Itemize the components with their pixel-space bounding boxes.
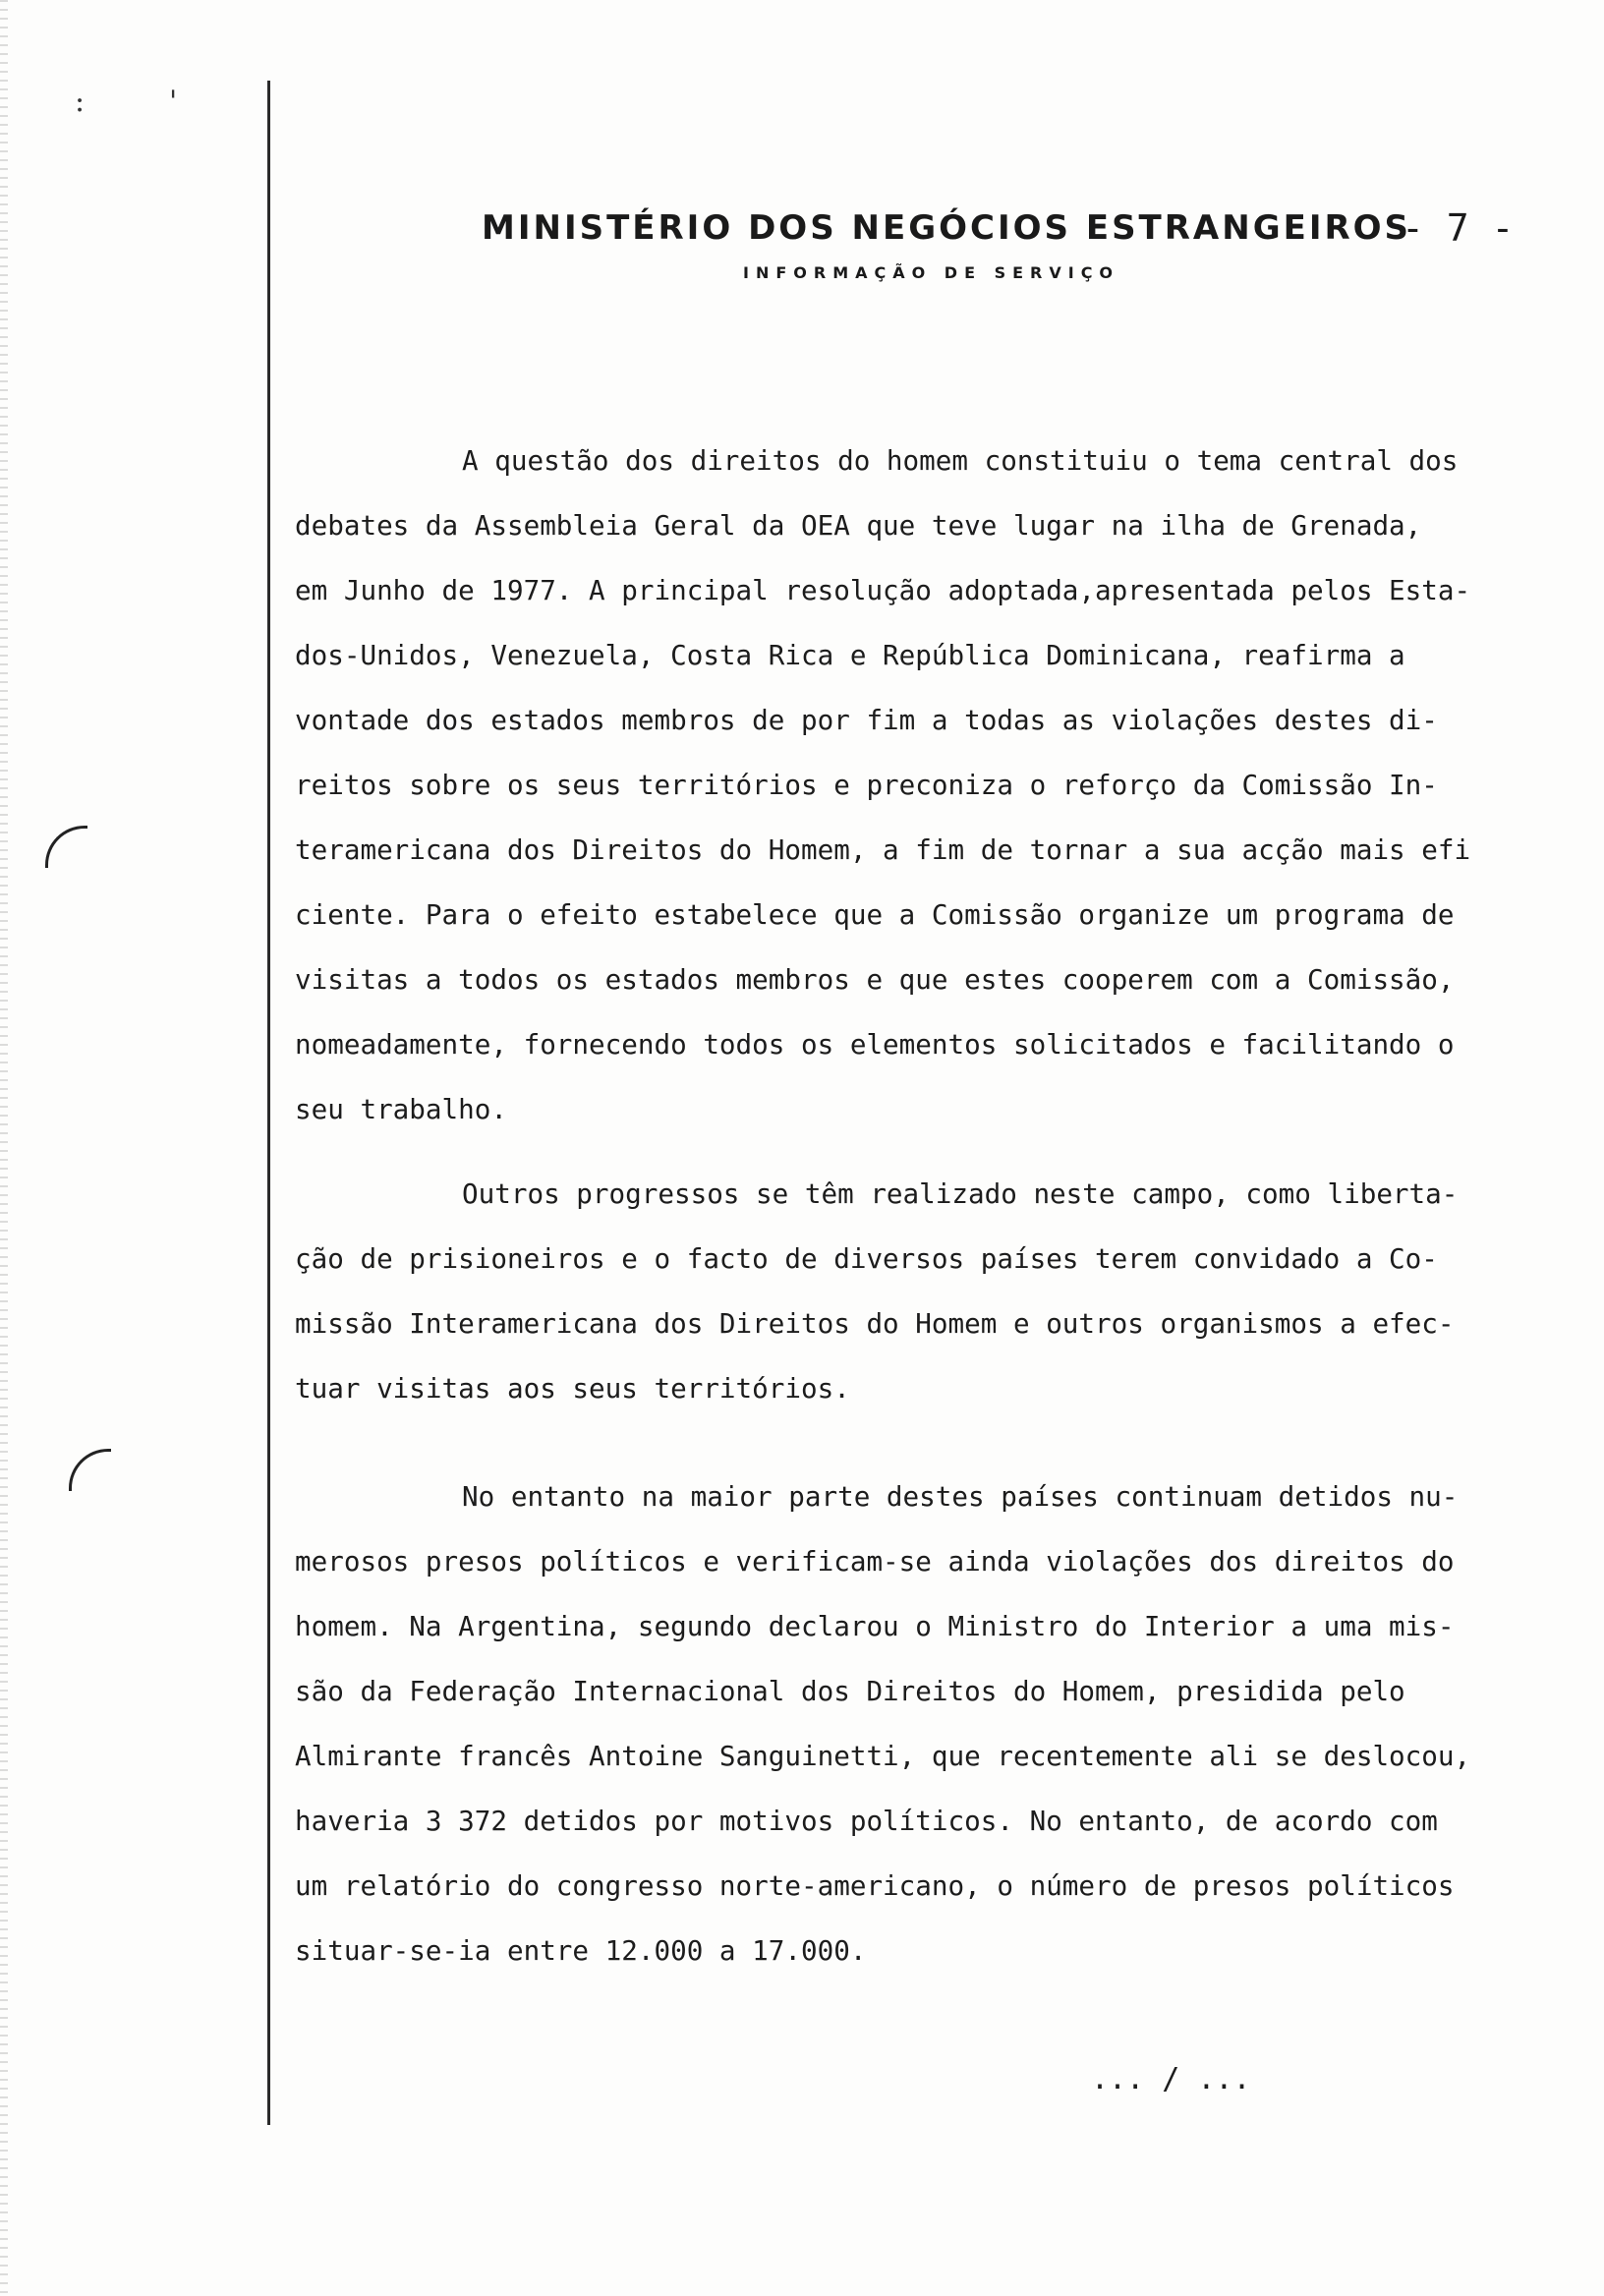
text-line: situar-se-ia entre 12.000 a 17.000. [295,1934,867,1967]
text-line: No entanto na maior parte destes países continuam detidos nu- [462,1480,1459,1513]
paragraph-1 [295,429,1573,1142]
text-line: um relatório do congresso norte-americano, o número de presos políticos [295,1869,1455,1902]
text-line: em Junho de 1977. A principal resolução adoptada,apresentada pelos Esta- [295,574,1471,606]
text-line: vontade dos estados membros de por fim a todas as violações destes di- [295,704,1438,736]
text-line: ção de prisioneiros e o facto de diversos países terem convidado a Co- [295,1242,1438,1275]
document-body [295,429,1573,1983]
continuation-mark: ... / ... [1091,2062,1251,2096]
punch-hole-icon [45,826,87,868]
page-edge-perforation [0,0,8,2296]
text-line: tuar visitas aos seus territórios. [295,1372,850,1405]
text-line: dos-Unidos, Venezuela, Costa Rica e República Dominicana, reafirma a [295,639,1405,671]
paragraph-3 [295,1464,1573,1983]
text-line: ciente. Para o efeito estabelece que a Comissão organize um programa de [295,898,1455,931]
text-line: nomeadamente, fornecendo todos os elementos solicitados e facilitando o [295,1028,1455,1061]
text-line: Outros progressos se têm realizado neste campo, como liberta- [462,1177,1459,1210]
text-line: são da Federação Internacional dos Direitos do Homem, presidida pelo [295,1675,1405,1707]
text-line: haveria 3 372 detidos por motivos políticos. No entanto, de acordo com [295,1805,1438,1837]
margin-rule [267,81,270,2125]
text-line: teramericana dos Direitos do Homem, a fim de tornar a sua acção mais efi [295,833,1471,866]
text-line: Almirante francês Antoine Sanguinetti, que recentemente ali se deslocou, [295,1740,1471,1772]
punch-hole-icon [69,1449,111,1491]
text-line: seu trabalho. [295,1093,507,1125]
text-line: missão Interamericana dos Direitos do Homem e outros organismos a efec- [295,1307,1455,1340]
text-line: reitos sobre os seus territórios e preconiza o reforço da Comissão In- [295,769,1438,801]
text-line: debates da Assembleia Geral da OEA que teve lugar na ilha de Grenada, [295,509,1422,542]
text-line: A questão dos direitos do homem constituiu o tema central dos [462,444,1459,477]
margin-mark: ' [169,85,178,119]
margin-mark: : [75,85,86,119]
letterhead [462,208,1563,297]
text-line: homem. Na Argentina, segundo declarou o Ministro do Interior a uma mis- [295,1610,1455,1642]
ministry-title: MINISTÉRIO DOS NEGÓCIOS ESTRANGEIROS [482,208,1412,248]
paragraph-2 [295,1162,1573,1421]
page-number: - 7 - [1402,206,1515,250]
text-line: merosos presos políticos e verificam-se ainda violações dos direitos do [295,1545,1455,1578]
text-line: visitas a todos os estados membros e que estes cooperem com a Comissão, [295,963,1455,996]
letterhead-subtitle: INFORMAÇÃO DE SERVIÇO [743,263,1120,282]
